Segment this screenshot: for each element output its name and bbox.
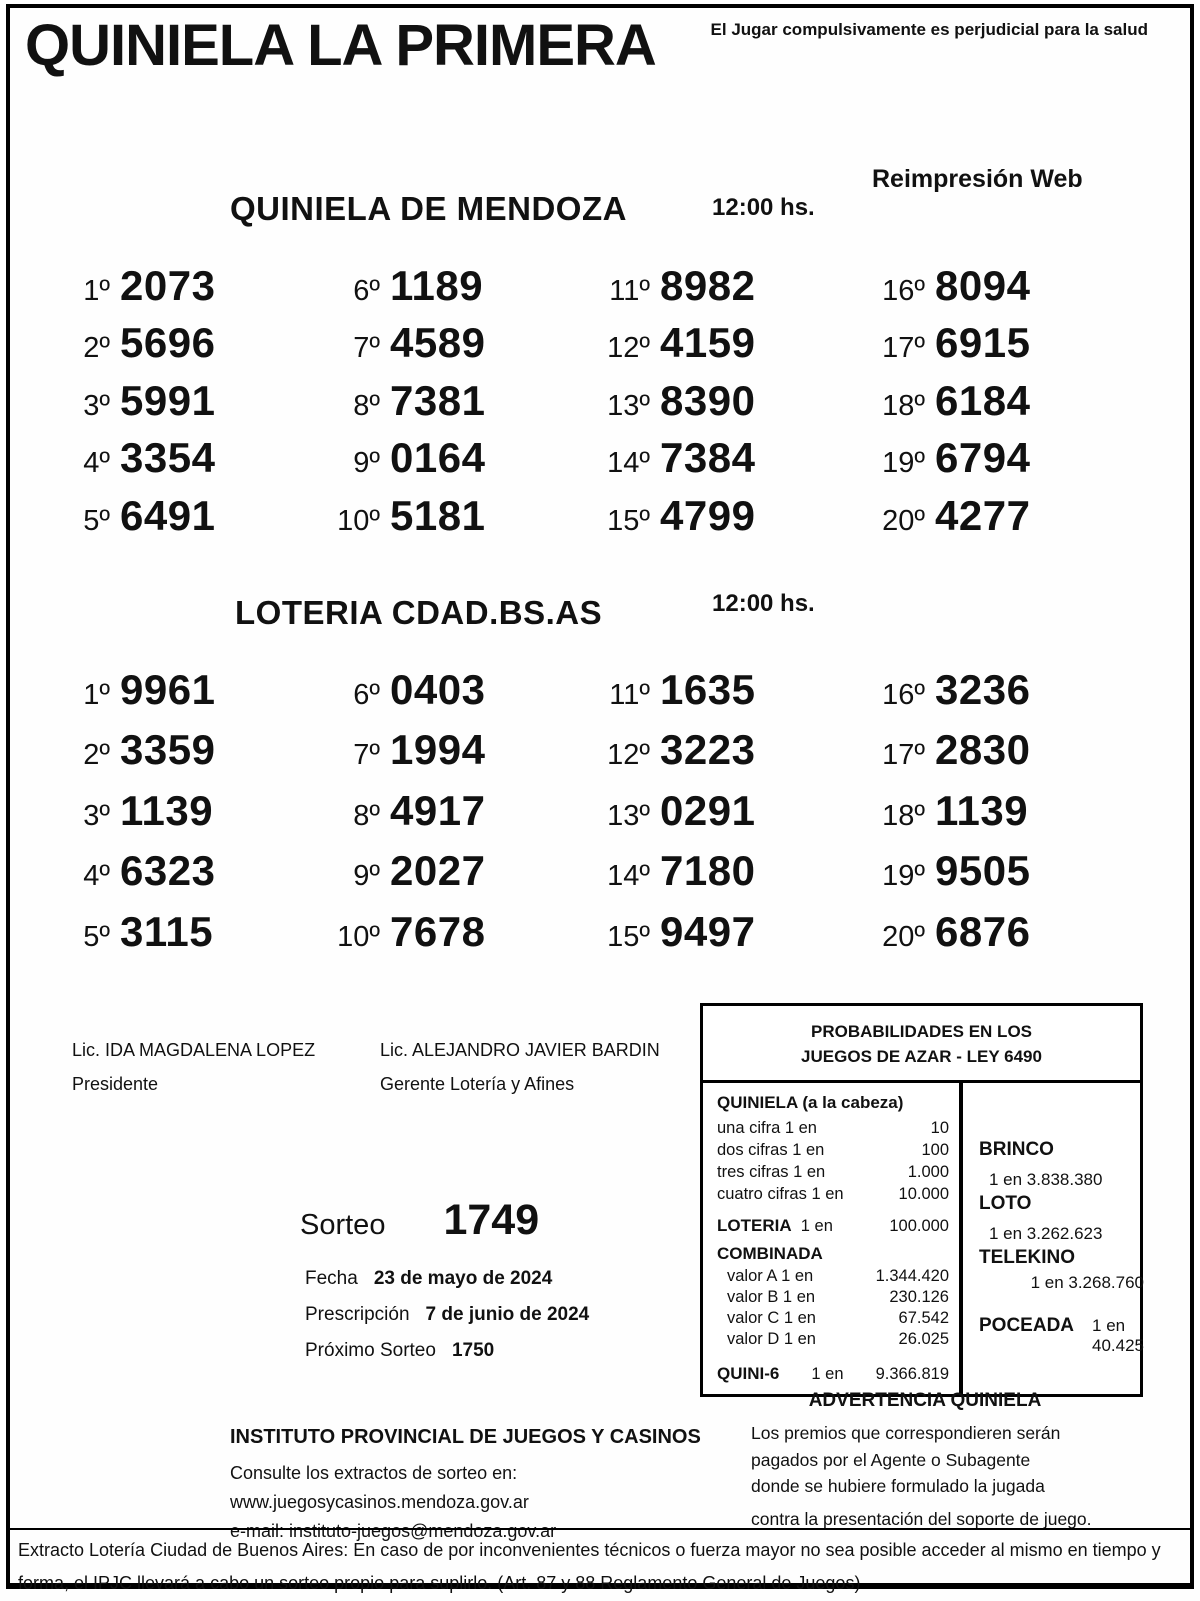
result-number: 7381 <box>390 376 486 424</box>
result-number: 6915 <box>935 319 1031 367</box>
draw-time-mendoza: 12:00 hs. <box>712 194 815 221</box>
result-number: 1635 <box>660 666 756 713</box>
game-odds-row <box>979 1193 1144 1243</box>
result-cell <box>60 319 330 376</box>
result-cell <box>330 908 600 968</box>
result-cell <box>330 787 600 847</box>
prob-row <box>717 1308 949 1329</box>
result-rank: 15º <box>607 920 650 953</box>
prob-row-value: 100 <box>921 1141 949 1159</box>
result-rank: 18º <box>882 799 925 832</box>
result-number: 6491 <box>120 491 216 539</box>
result-number: 1139 <box>935 786 1029 834</box>
prob-row-value: 1.344.420 <box>875 1267 949 1285</box>
quini6-value: 9.366.819 <box>875 1365 949 1383</box>
loteria-row <box>717 1214 949 1238</box>
result-number: 2027 <box>390 847 486 895</box>
probabilities-body <box>703 1083 1145 1394</box>
result-rank: 4º <box>83 860 110 893</box>
game-name: LOTO <box>979 1193 1032 1214</box>
result-rank: 16º <box>882 679 925 711</box>
result-cell <box>60 492 330 549</box>
health-warning: El Jugar compulsivamente es perjudicial para la salud <box>710 20 1148 39</box>
result-cell <box>600 666 875 726</box>
result-cell <box>875 377 1065 434</box>
sorteo-detail-row <box>305 1304 589 1326</box>
prob-row-value: 26.025 <box>898 1330 949 1348</box>
result-cell <box>875 492 1065 549</box>
result-cell <box>60 726 330 786</box>
prob-row <box>717 1329 949 1350</box>
advertencia-line: contra la presentación del soporte de juego. <box>751 1508 1092 1529</box>
game-odds: 1 en 3.838.380 <box>989 1170 1103 1189</box>
result-cell <box>600 726 875 786</box>
result-number: 4799 <box>660 491 756 539</box>
result-cell <box>600 319 875 376</box>
result-rank: 11º <box>609 679 650 711</box>
result-cell <box>60 434 330 491</box>
game-odds: 1 en 40.425 <box>1092 1316 1145 1355</box>
prob-row <box>717 1183 949 1205</box>
result-number: 1189 <box>390 262 484 309</box>
result-number: 2073 <box>120 262 216 309</box>
result-cell <box>330 434 600 491</box>
game-odds: 1 en 3.268.760 <box>1030 1273 1145 1292</box>
game-odds-row <box>979 1315 1144 1356</box>
result-cell <box>875 666 1065 726</box>
result-cell <box>330 726 600 786</box>
result-number: 7180 <box>660 847 756 895</box>
result-cell <box>600 492 875 549</box>
result-number: 4917 <box>390 786 486 834</box>
result-number: 7678 <box>390 907 486 955</box>
prob-row <box>717 1287 949 1308</box>
footer-separator <box>10 1528 1190 1530</box>
result-rank: 2º <box>83 739 110 772</box>
detail-label: Prescripción <box>305 1304 410 1325</box>
loteria-value: 100.000 <box>889 1217 949 1235</box>
game-odds-row <box>979 1139 1144 1189</box>
footer-note: Extracto Lotería Ciudad de Buenos Aires: En caso de por inconvenientes técnicos o fuerza mayor no sea posible acceder al mismo en tiempo y forma, el IPJC llevará a cabo un sorteo propio para suplirlo. (Art. 87 y 88 Reglamento General de Juegos) <box>18 1540 1161 1593</box>
prob-row-label: valor D 1 en <box>727 1330 816 1348</box>
result-rank: 1º <box>83 679 110 711</box>
prob-row-label: cuatro cifras 1 en <box>717 1185 844 1203</box>
result-cell <box>330 377 600 434</box>
result-rank: 12º <box>607 739 650 772</box>
advertencia-block <box>735 1390 1165 1532</box>
result-rank: 11º <box>609 275 650 307</box>
result-rank: 17º <box>882 739 925 772</box>
prob-row-label: dos cifras 1 en <box>717 1141 825 1159</box>
prob-row-value: 10.000 <box>898 1185 949 1203</box>
result-number: 4159 <box>660 319 756 367</box>
prob-row-label: valor C 1 en <box>727 1309 816 1327</box>
result-cell <box>875 847 1065 907</box>
signature-role: Gerente Lotería y Afines <box>380 1074 575 1094</box>
result-cell <box>875 319 1065 376</box>
result-cell <box>60 787 330 847</box>
game-odds: 1 en 3.262.623 <box>989 1224 1103 1243</box>
result-rank: 13º <box>607 799 650 832</box>
prob-row-label: valor B 1 en <box>727 1288 816 1306</box>
result-cell <box>60 666 330 726</box>
result-cell <box>330 319 600 376</box>
result-cell <box>60 847 330 907</box>
result-rank: 20º <box>882 504 925 537</box>
result-cell <box>600 262 875 319</box>
result-rank: 20º <box>882 920 925 953</box>
quiniela-header: QUINIELA (a la cabeza) <box>717 1093 904 1112</box>
sorteo-label: Sorteo <box>300 1209 386 1241</box>
result-number: 0164 <box>390 434 486 482</box>
result-number: 8094 <box>935 262 1031 309</box>
sorteo-detail-row <box>305 1340 589 1362</box>
result-rank: 16º <box>882 275 925 307</box>
result-rank: 5º <box>83 920 110 953</box>
loteria-mid: 1 en <box>800 1217 833 1235</box>
result-cell <box>875 726 1065 786</box>
result-rank: 1º <box>83 275 110 307</box>
result-rank: 10º <box>337 920 380 953</box>
result-rank: 6º <box>353 275 380 307</box>
institute-line: Consulte los extractos de sorteo en: <box>230 1463 518 1483</box>
prob-row <box>717 1266 949 1287</box>
result-number: 3236 <box>935 666 1031 713</box>
detail-value: 1750 <box>451 1340 495 1361</box>
result-rank: 17º <box>882 332 925 365</box>
result-number: 6794 <box>935 434 1031 482</box>
signature-president <box>72 1040 315 1095</box>
result-cell <box>875 262 1065 319</box>
result-number: 6184 <box>935 376 1031 424</box>
result-number: 0291 <box>660 786 756 834</box>
prob-row-value: 67.542 <box>898 1309 949 1327</box>
result-rank: 12º <box>607 332 650 365</box>
probabilities-left-column <box>703 1083 963 1394</box>
combinada-header: COMBINADA <box>717 1244 823 1263</box>
result-number: 5181 <box>390 491 486 539</box>
prob-row <box>717 1161 949 1183</box>
result-rank: 5º <box>83 504 110 537</box>
institute-email: e-mail: instituto-juegos@mendoza.gov.ar <box>230 1521 557 1541</box>
result-rank: 13º <box>607 389 650 422</box>
signature-role: Presidente <box>72 1074 159 1094</box>
signature-name: Lic. IDA MAGDALENA LOPEZ <box>72 1040 316 1060</box>
prob-row-value: 10 <box>930 1119 949 1137</box>
result-rank: 3º <box>83 799 110 832</box>
probabilities-right-column <box>963 1083 1158 1394</box>
detail-label: Próximo Sorteo <box>305 1340 436 1361</box>
section-title-bsas: LOTERIA CDAD.BS.AS <box>235 594 603 631</box>
detail-label: Fecha <box>305 1268 358 1289</box>
result-cell <box>60 262 330 319</box>
game-odds-row <box>979 1247 1144 1293</box>
prob-row-label: tres cifras 1 en <box>717 1163 826 1181</box>
result-rank: 4º <box>83 447 110 480</box>
detail-value: 23 de mayo de 2024 <box>373 1268 553 1289</box>
loteria-label: LOTERIA <box>717 1216 792 1235</box>
result-number: 9505 <box>935 847 1031 895</box>
result-number: 9497 <box>660 907 756 955</box>
section-title-mendoza: QUINIELA DE MENDOZA <box>230 190 627 227</box>
probabilities-title-line2: JUEGOS DE AZAR - LEY 6490 <box>801 1047 1042 1066</box>
quini6-mid: 1 en <box>811 1365 844 1383</box>
advertencia-line: Los premios que correspondieren serán <box>751 1423 1061 1443</box>
page-title: QUINIELA LA PRIMERA <box>25 13 656 78</box>
result-number: 3354 <box>120 434 216 482</box>
result-rank: 14º <box>607 447 650 480</box>
result-rank: 3º <box>83 389 110 422</box>
result-rank: 15º <box>607 504 650 537</box>
sorteo-detail-row <box>305 1268 589 1290</box>
result-cell <box>60 377 330 434</box>
result-rank: 8º <box>353 389 380 422</box>
result-number: 1139 <box>120 786 214 834</box>
result-cell <box>330 666 600 726</box>
result-number: 0403 <box>390 666 486 713</box>
quini6-row <box>717 1362 949 1386</box>
game-name: POCEADA <box>979 1315 1075 1336</box>
result-rank: 19º <box>882 860 925 893</box>
result-rank: 10º <box>337 504 380 537</box>
result-rank: 14º <box>607 860 650 893</box>
result-number: 8982 <box>660 262 756 309</box>
result-cell <box>60 908 330 968</box>
results-grid-bsas <box>60 666 1065 968</box>
prob-row-label: una cifra 1 en <box>717 1119 817 1137</box>
result-number: 4589 <box>390 319 486 367</box>
sorteo-details <box>305 1268 589 1376</box>
advertencia-title: ADVERTENCIA QUINIELA <box>808 1390 1042 1411</box>
sorteo-number: 1749 <box>443 1196 540 1244</box>
result-number: 7384 <box>660 434 756 482</box>
result-cell <box>600 787 875 847</box>
prob-row <box>717 1139 949 1161</box>
probabilities-box <box>700 1003 1143 1397</box>
game-name: BRINCO <box>979 1139 1054 1160</box>
result-number: 9961 <box>120 666 216 713</box>
result-number: 5696 <box>120 319 216 367</box>
result-cell <box>600 908 875 968</box>
results-grid-mendoza <box>60 262 1065 549</box>
advertencia-line: donde se hubiere formulado la jugada <box>751 1476 1045 1496</box>
quini6-label: QUINI-6 <box>717 1364 780 1383</box>
prob-row-label: valor A 1 en <box>727 1267 814 1285</box>
result-cell <box>875 787 1065 847</box>
result-cell <box>600 377 875 434</box>
advertencia-line: pagados por el Agente o Subagente <box>751 1449 1031 1470</box>
result-cell <box>875 908 1065 968</box>
result-rank: 2º <box>83 332 110 365</box>
result-cell <box>330 492 600 549</box>
signature-name: Lic. ALEJANDRO JAVIER BARDIN <box>380 1040 660 1060</box>
result-number: 2830 <box>935 726 1031 774</box>
signature-manager <box>380 1040 660 1095</box>
result-rank: 19º <box>882 447 925 480</box>
result-number: 6323 <box>120 847 216 895</box>
result-rank: 9º <box>353 447 380 480</box>
probabilities-title-line1: PROBABILIDADES EN LOS <box>810 1022 1033 1041</box>
prob-row-value: 230.126 <box>889 1288 949 1306</box>
game-name: TELEKINO <box>979 1247 1076 1268</box>
result-number: 1994 <box>390 726 486 774</box>
result-number: 6876 <box>935 907 1031 955</box>
result-number: 4277 <box>935 491 1031 539</box>
prob-row <box>717 1117 949 1139</box>
result-rank: 6º <box>353 679 380 711</box>
probabilities-title <box>703 1006 1140 1083</box>
result-cell <box>330 262 600 319</box>
institute-title: INSTITUTO PROVINCIAL DE JUEGOS Y CASINOS <box>230 1426 701 1448</box>
result-cell <box>330 847 600 907</box>
result-rank: 8º <box>353 799 380 832</box>
result-cell <box>875 434 1065 491</box>
result-number: 3223 <box>660 726 756 774</box>
result-number: 3359 <box>120 726 216 774</box>
result-rank: 18º <box>882 389 925 422</box>
sorteo-line <box>300 1196 539 1245</box>
result-number: 5991 <box>120 376 216 424</box>
prob-row-value: 1.000 <box>907 1163 949 1181</box>
result-rank: 7º <box>353 332 380 365</box>
result-cell <box>600 434 875 491</box>
result-number: 3115 <box>120 907 214 955</box>
reprint-label: Reimpresión Web <box>872 165 1083 193</box>
result-rank: 7º <box>353 739 380 772</box>
draw-time-bsas: 12:00 hs. <box>712 590 815 617</box>
result-cell <box>600 847 875 907</box>
institute-website: www.juegosycasinos.mendoza.gov.ar <box>230 1492 529 1512</box>
result-number: 8390 <box>660 376 756 424</box>
detail-value: 7 de junio de 2024 <box>425 1304 590 1325</box>
result-rank: 9º <box>353 860 380 893</box>
